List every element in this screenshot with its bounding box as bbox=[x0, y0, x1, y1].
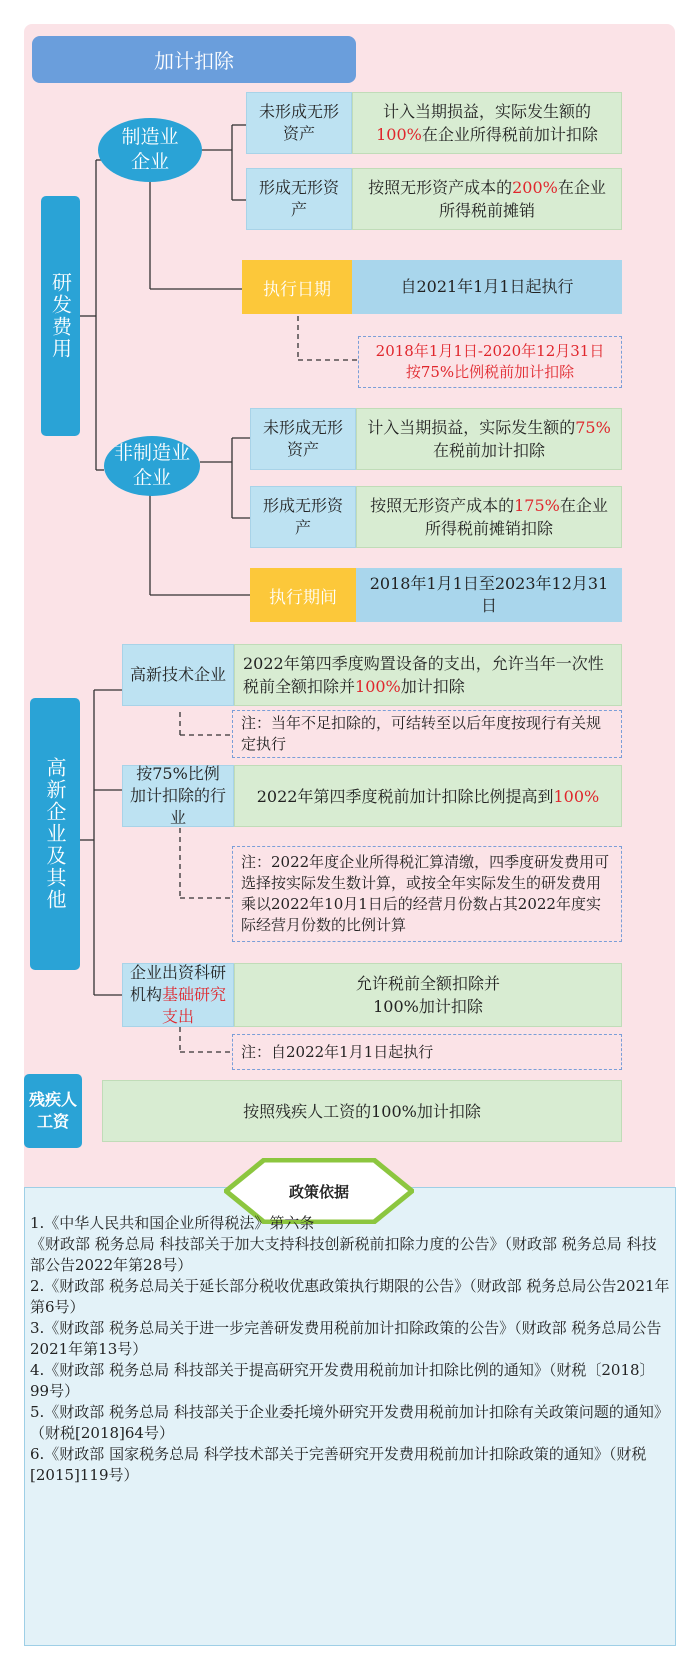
manufacturing-label: 制造业企业 bbox=[121, 126, 179, 173]
mfg-intangible-text: 按照无形资产成本的200%在企业所得税前摊销 bbox=[352, 168, 622, 230]
mfg-date-note: 2018年1月1日-2020年12月31日 按75%比例税前加计扣除 bbox=[358, 336, 622, 388]
nonmfg-no-intangible-text: 计入当期损益，实际发生额的75%在税前加计扣除 bbox=[356, 408, 622, 470]
policy-item: 1.《中华人民共和国企业所得税法》第六条 bbox=[30, 1214, 315, 1232]
policy-item: 2.《财政部 税务总局关于延长部分税收优惠政策执行期限的公告》（财政部 税务总局公告2021年第6号） bbox=[30, 1277, 670, 1316]
mfg-intangible-label: 形成无形资产 bbox=[246, 168, 352, 230]
nonmfg-intangible-label: 形成无形资产 bbox=[250, 486, 356, 548]
hitech-enterprise-label: 高新技术企业 bbox=[122, 644, 234, 706]
hitech-enterprise-note: 注：当年不足扣除的，可结转至以后年度按现行有关规定执行 bbox=[232, 710, 622, 758]
policy-item: 6.《财政部 国家税务总局 科学技术部关于完善研究开发费用税前加计扣除政策的通知》（财税[2015]119号） bbox=[30, 1445, 647, 1484]
nonmfg-period-value: 2018年1月1日至2023年12月31日 bbox=[356, 568, 622, 622]
nonmfg-no-intangible-label: 未形成无形资产 bbox=[250, 408, 356, 470]
non-manufacturing-label: 非制造业企业 bbox=[113, 442, 190, 489]
research-institution-text: 允许税前全额扣除并 100%加计扣除 bbox=[234, 963, 622, 1027]
manufacturing-node bbox=[98, 118, 202, 182]
ratio75-industry-text: 2022年第四季度税前加计扣除比例提高到100% bbox=[234, 765, 622, 827]
hitech-enterprise-text: 2022年第四季度购置设备的支出，允许当年一次性税前全额扣除并100%加计扣除 bbox=[234, 644, 622, 706]
disabled-wage-text: 按照残疾人工资的100%加计扣除 bbox=[102, 1080, 622, 1142]
policy-heading: 政策依据 bbox=[288, 1182, 349, 1201]
research-institution-label: 企业出资科研机构基础研究支出 bbox=[122, 963, 234, 1027]
page-title: 加计扣除 bbox=[32, 36, 356, 83]
mfg-no-intangible-label: 未形成无形资产 bbox=[246, 92, 352, 154]
policy-item: 3.《财政部 税务总局关于进一步完善研发费用税前加计扣除政策的公告》（财政部 税务总局公告2021年第13号） bbox=[30, 1319, 662, 1358]
policy-list bbox=[30, 1213, 670, 1486]
non-manufacturing-node bbox=[104, 436, 200, 496]
policy-item: 4.《财政部 税务总局 科技部关于提高研究开发费用税前加计扣除比例的通知》（财税〔2018〕99号） bbox=[30, 1361, 655, 1400]
mfg-date-label: 执行日期 bbox=[242, 260, 352, 314]
mfg-date-value: 自2021年1月1日起执行 bbox=[352, 260, 622, 314]
section-rd-label: 研发费用 bbox=[41, 196, 80, 436]
mfg-no-intangible-text: 计入当期损益，实际发生额的100%在企业所得税前加计扣除 bbox=[352, 92, 622, 154]
ratio75-industry-note: 注：2022年度企业所得税汇算清缴，四季度研发费用可选择按实际发生数计算，或按全年实际发生的研发费用乘以2022年10月1日后的经营月份数占其2022年度实际经营月份数的比例计算 bbox=[232, 846, 622, 942]
policy-item: 5.《财政部 税务总局 科技部关于企业委托境外研究开发费用税前加计扣除有关政策问题的通知》（财税[2018]64号） bbox=[30, 1403, 669, 1442]
section-disabled-label: 残疾人工资 bbox=[24, 1074, 82, 1148]
nonmfg-period-label: 执行期间 bbox=[250, 568, 356, 622]
ratio75-industry-label: 按75%比例加计扣除的行业 bbox=[122, 765, 234, 827]
policy-item: 《财政部 税务总局 科技部关于加大支持科技创新税前扣除力度的公告》（财政部 税务总局 科技部公告2022年第28号） bbox=[30, 1235, 657, 1274]
nonmfg-intangible-text: 按照无形资产成本的175%在企业所得税前摊销扣除 bbox=[356, 486, 622, 548]
research-institution-note: 注：自2022年1月1日起执行 bbox=[232, 1034, 622, 1070]
section-hitech-label: 高新企业及其他 bbox=[30, 698, 80, 970]
